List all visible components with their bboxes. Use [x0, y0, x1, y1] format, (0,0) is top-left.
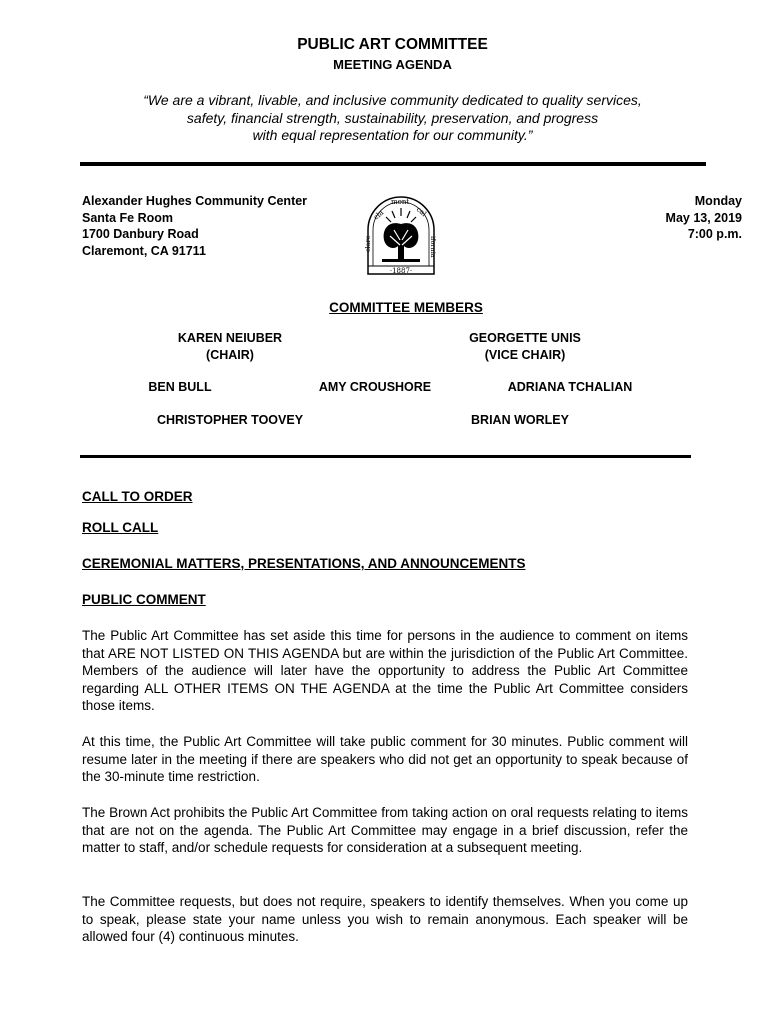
- meeting-location: [82, 193, 307, 259]
- member-role: (VICE CHAIR): [484, 348, 566, 362]
- committee-chair: [150, 330, 310, 364]
- location-line: Alexander Hughes Community Center: [82, 194, 308, 208]
- motto-line: safety, financial strength, sustainability, preservation, and progress: [186, 109, 599, 126]
- committee-member: BRIAN WORLEY: [471, 413, 569, 427]
- svg-text:ifornia: ifornia: [429, 236, 437, 258]
- member-name: GEORGETTE UNIS: [469, 331, 581, 345]
- meeting-time: 7:00 p.m.: [687, 227, 742, 241]
- location-line: 1700 Danbury Road: [82, 227, 199, 241]
- svg-text:cla: cla: [372, 208, 386, 222]
- meeting-date: May 13, 2019: [665, 210, 742, 225]
- agenda-roll-call: ROLL CALL: [82, 520, 159, 535]
- location-line: Santa Fe Room: [82, 210, 173, 225]
- public-comment-paragraph: The Brown Act prohibits the Public Art Committee from taking action on oral requests relating to items that are not on the agenda. The Public Art Committee may engage in a brief discussion, refer the matter to staff, and/or schedule requests for consideration at a subsequent meeting.: [82, 805, 688, 855]
- public-comment-paragraph: The Public Art Committee has set aside this time for persons in the audience to comment on items that ARE NOT LISTED ON THIS AGENDA but are within the jurisdiction of the Public Art Committee. Members of the audience will later have the opportunity to address the Public Art Committee regarding ALL OTHER ITEMS ON THE AGENDA at the time the Public Art Committee considers those items.: [82, 628, 688, 713]
- members-divider: [80, 455, 691, 458]
- committee-member: CHRISTOPHER TOOVEY: [156, 413, 304, 427]
- svg-text:clare: clare: [364, 235, 372, 252]
- svg-text:mont: mont: [391, 198, 410, 206]
- svg-text:cal: cal: [414, 205, 428, 219]
- seal-year: ·1887·: [389, 267, 413, 275]
- meeting-datetime: [666, 193, 742, 243]
- city-seal-logo: [364, 190, 438, 278]
- header-divider: [80, 162, 706, 166]
- location-line: Claremont, CA 91711: [82, 243, 206, 258]
- motto-line: “We are a vibrant, livable, and inclusive community dedicated to quality services,: [143, 92, 642, 108]
- member-name: KAREN NEIUBER: [177, 331, 283, 345]
- committee-member: ADRIANA TCHALIAN: [507, 380, 633, 394]
- page-subtitle: MEETING AGENDA: [333, 57, 452, 72]
- meeting-day: Monday: [694, 194, 742, 208]
- public-comment-paragraph: The Committee requests, but does not require, speakers to identify themselves. When you come up to speak, please state your name unless you wish to remain anonymous. Each speaker will be allowed four (4) continuous minutes.: [82, 894, 688, 944]
- agenda-call-to-order: CALL TO ORDER: [82, 489, 193, 504]
- agenda-ceremonial-matters: CEREMONIAL MATTERS, PRESENTATIONS, AND ANNOUNCEMENTS: [82, 556, 526, 571]
- public-comment-paragraph: At this time, the Public Art Committee will take public comment for 30 minutes. Public comment will resume later in the meeting if there are speakers who did not get an opportunity to speak because of the 30-minute time restriction.: [82, 734, 688, 784]
- motto-line: with equal representation for our community.”: [252, 127, 533, 143]
- member-role: (CHAIR): [206, 348, 254, 362]
- city-motto: [100, 92, 685, 145]
- committee-member: AMY CROUSHORE: [318, 380, 432, 394]
- committee-vice-chair: [430, 330, 620, 364]
- committee-members-title: COMMITTEE MEMBERS: [329, 300, 483, 315]
- page-title: PUBLIC ART COMMITTEE: [297, 36, 488, 53]
- committee-member: BEN BULL: [148, 380, 212, 394]
- agenda-public-comment: PUBLIC COMMENT: [82, 592, 206, 607]
